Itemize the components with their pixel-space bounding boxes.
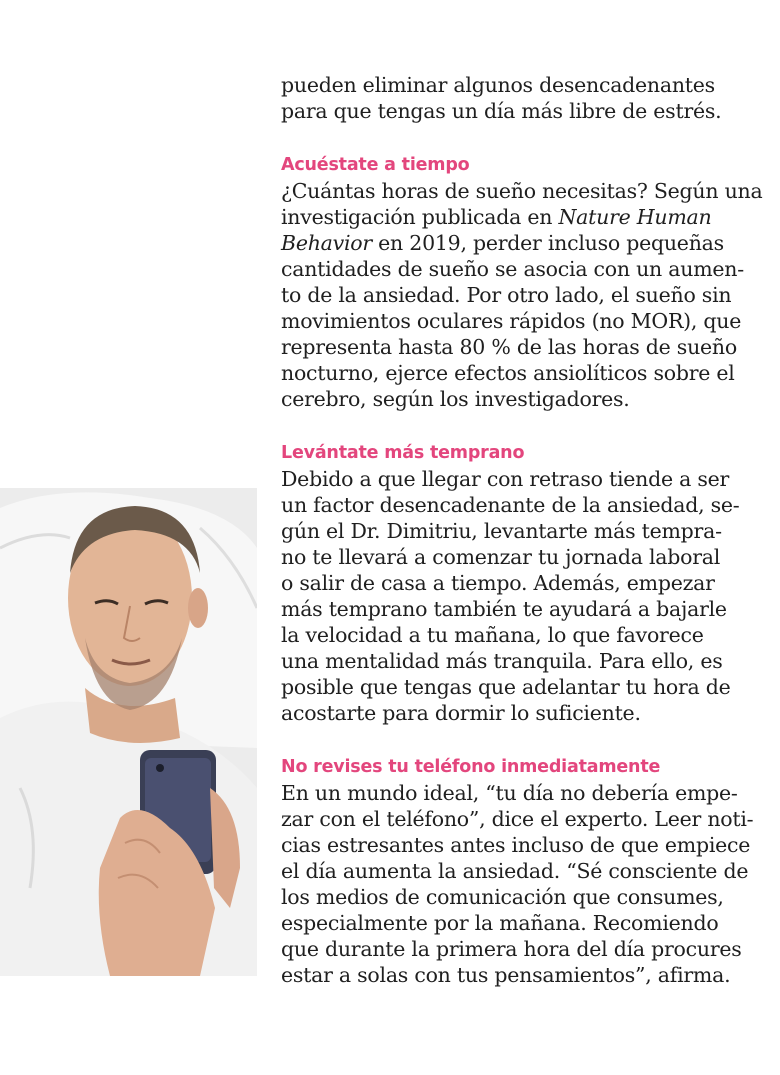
paragraph-line: no te llevará a comenzar tu jornada laboral <box>281 545 721 569</box>
paragraph-line: cerebro, según los investigadores. <box>281 387 630 411</box>
paragraph-line: ¿Cuántas horas de sueño necesitas? Según una <box>281 179 763 203</box>
intro-line: para que tengas un día más libre de estrés. <box>281 99 722 123</box>
paragraph-line: gún el Dr. Dimitriu, levantarte más tempra- <box>281 519 722 543</box>
paragraph-line: representa hasta 80 % de las horas de sueño <box>281 335 737 359</box>
section-acuestate <box>281 152 761 412</box>
man-in-bed-with-phone-photo <box>0 488 257 976</box>
section-levantate <box>281 440 761 726</box>
paragraph-line: Debido a que llegar con retraso tiende a ser <box>281 467 730 491</box>
section-heading: No revises tu teléfono inmediatamente <box>281 757 661 777</box>
section-telefono <box>281 754 761 988</box>
journal-title: Nature Human <box>558 205 712 229</box>
paragraph-line: un factor desencadenante de la ansiedad, se- <box>281 493 740 517</box>
intro-paragraph <box>281 72 761 124</box>
journal-title: Behavior <box>281 231 372 255</box>
paragraph-line: acostarte para dormir lo suficiente. <box>281 701 641 725</box>
paragraph-line: to de la ansiedad. Por otro lado, el sueño sin <box>281 283 732 307</box>
paragraph-line: más temprano también te ayudará a bajarle <box>281 597 727 621</box>
paragraph-line: los medios de comunicación que consumes, <box>281 885 724 909</box>
paragraph-line <box>281 230 761 256</box>
paragraph-line: movimientos oculares rápidos (no MOR), que <box>281 309 742 333</box>
article-column <box>281 72 761 988</box>
section-heading: Levántate más temprano <box>281 443 525 463</box>
paragraph-line: cantidades de sueño se asocia con un aumen- <box>281 257 744 281</box>
paragraph-line: posible que tengas que adelantar tu hora de <box>281 675 731 699</box>
paragraph-line: zar con el teléfono”, dice el experto. Leer noti- <box>281 807 754 831</box>
paragraph-line: que durante la primera hora del día procures <box>281 937 742 961</box>
section-heading: Acuéstate a tiempo <box>281 155 470 175</box>
paragraph-text: en 2019, perder incluso pequeñas <box>371 231 724 255</box>
intro-line: pueden eliminar algunos desencadenantes <box>281 73 715 97</box>
paragraph-line: el día aumenta la ansiedad. “Sé consciente de <box>281 859 749 883</box>
paragraph-line: o salir de casa a tiempo. Además, empezar <box>281 571 715 595</box>
paragraph-line: En un mundo ideal, “tu día no debería empe- <box>281 781 738 805</box>
paragraph-line: nocturno, ejerce efectos ansiolíticos sobre el <box>281 361 735 385</box>
paragraph-line: la velocidad a tu mañana, lo que favorece <box>281 623 704 647</box>
paragraph-text: investigación publicada en <box>281 205 559 229</box>
paragraph-line: estar a solas con tus pensamientos”, afirma. <box>281 963 731 987</box>
paragraph-line <box>281 204 761 230</box>
paragraph-line: cias estresantes antes incluso de que empiece <box>281 833 751 857</box>
paragraph-line: especialmente por la mañana. Recomiendo <box>281 911 719 935</box>
paragraph-line: una mentalidad más tranquila. Para ello, es <box>281 649 723 673</box>
